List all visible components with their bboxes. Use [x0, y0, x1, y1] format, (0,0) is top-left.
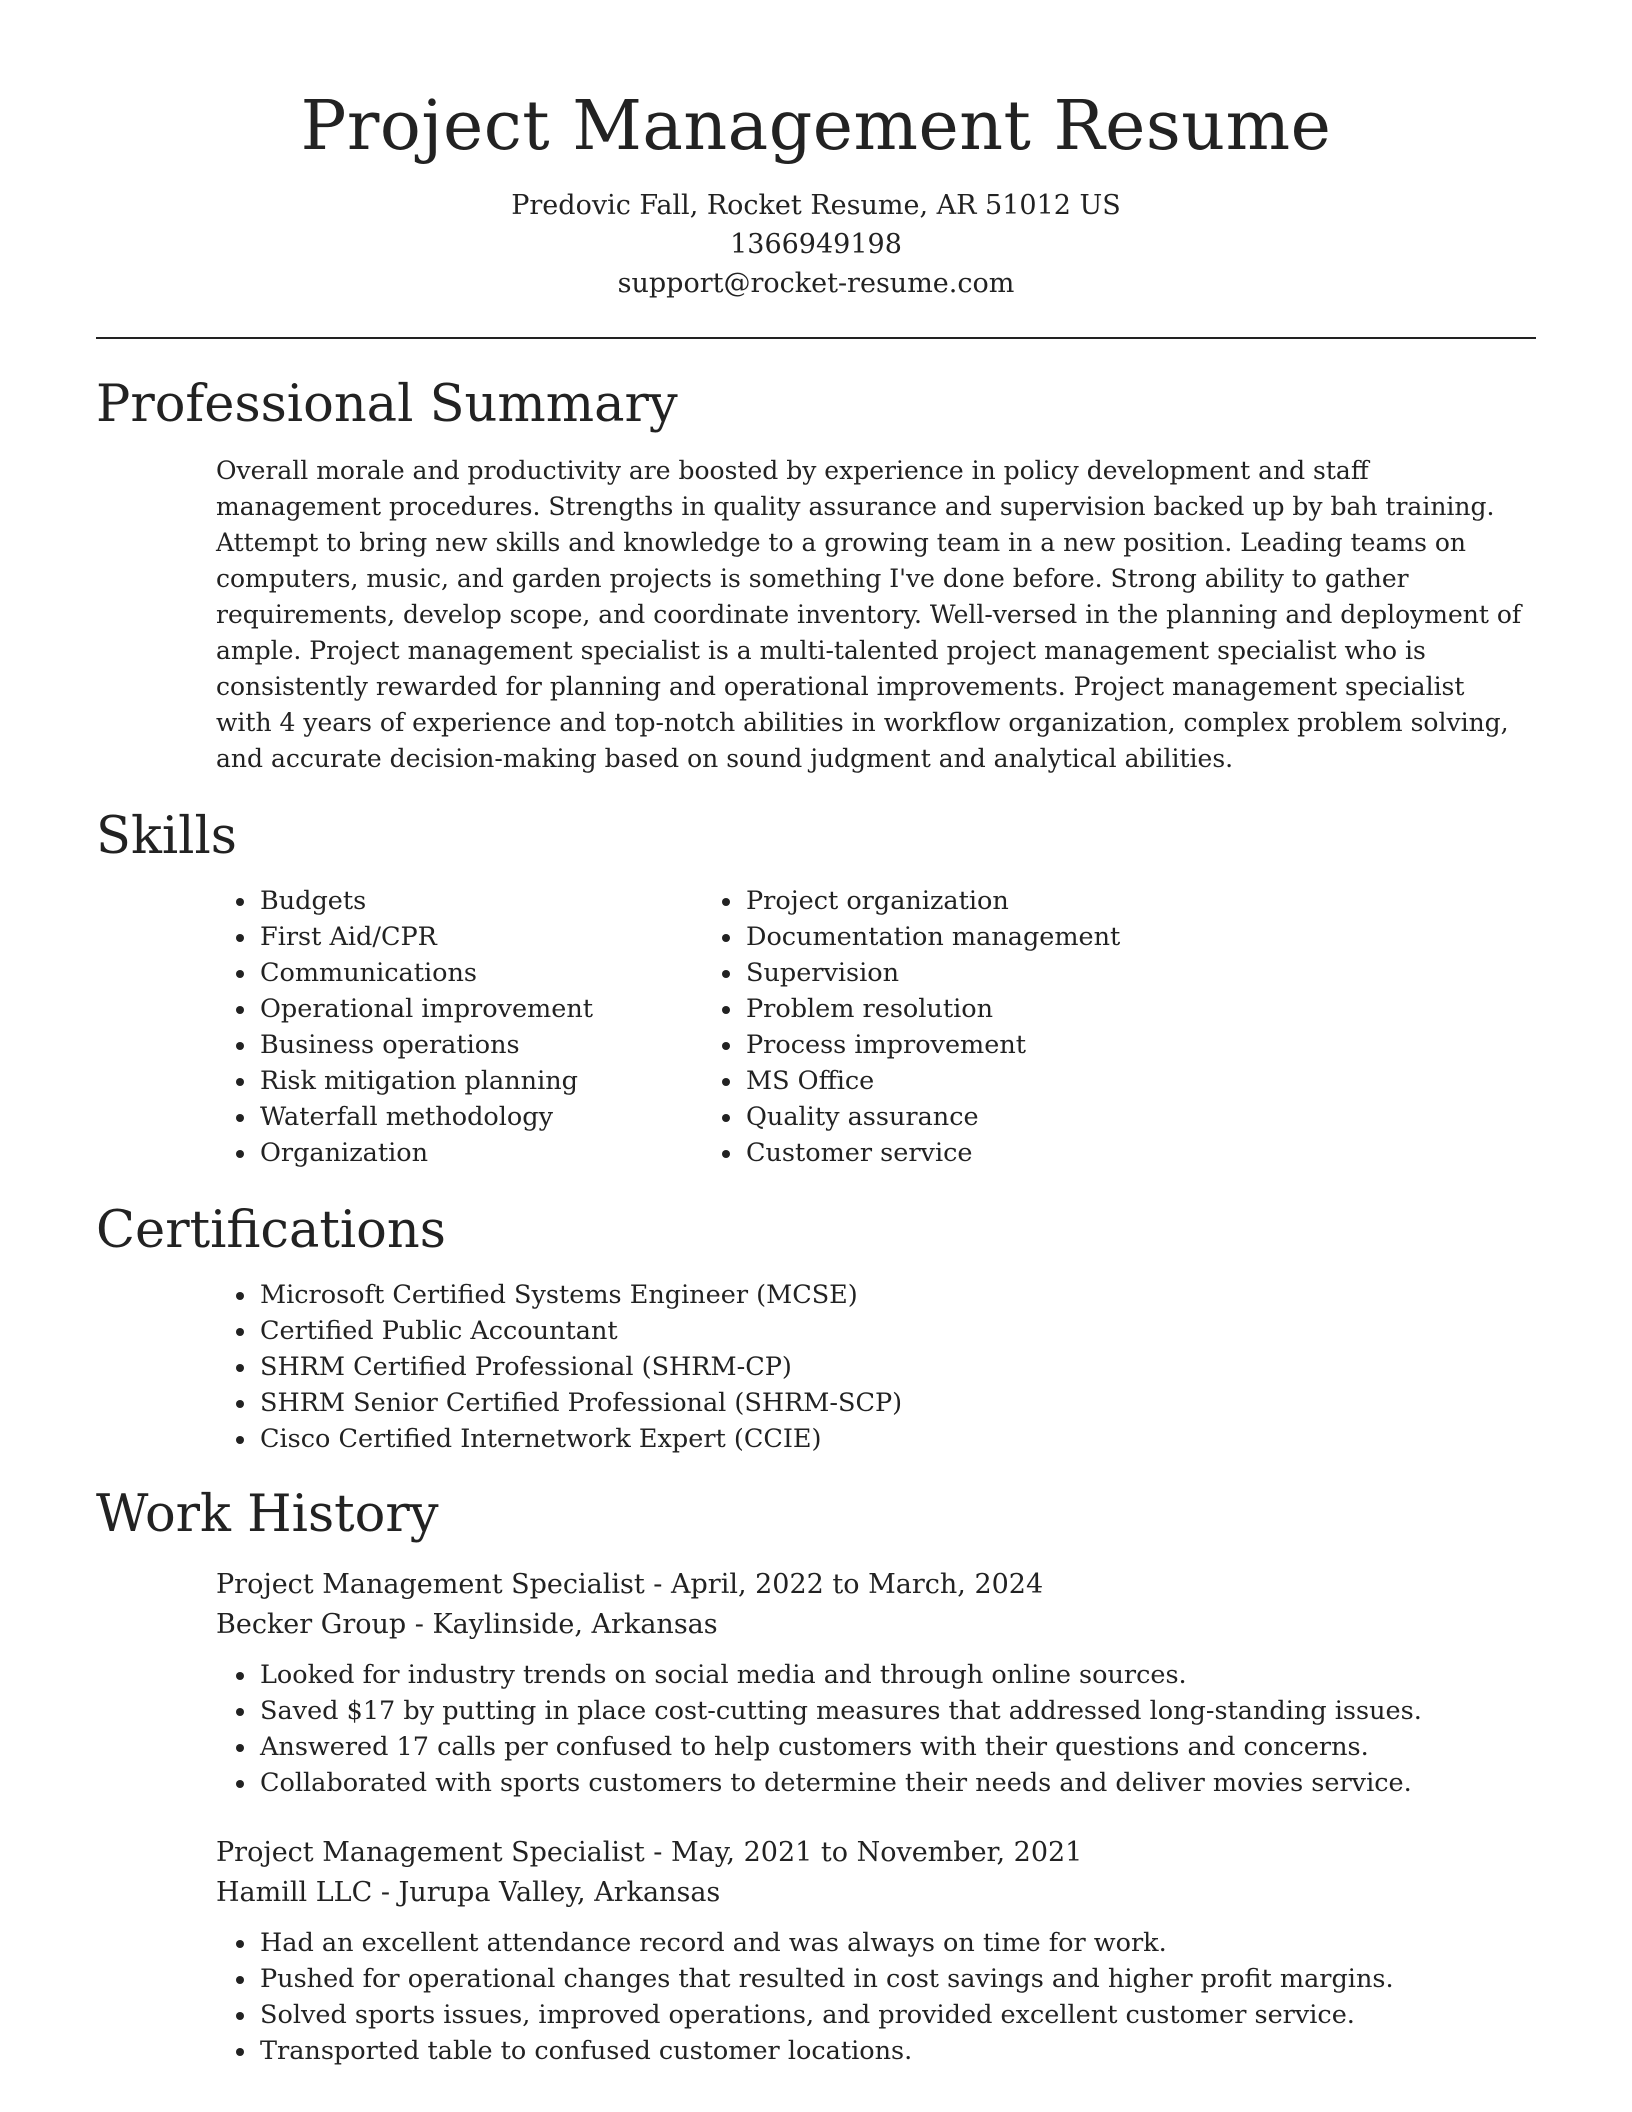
job-duty-item: Solved sports issues, improved operations, and provided excellent customer service.	[260, 1997, 1536, 2033]
certification-item: Cisco Certified Internetwork Expert (CCIE)	[260, 1421, 1536, 1457]
job-duty-item: Transported table to confused customer locations.	[260, 2033, 1536, 2069]
skill-item: Quality assurance	[746, 1099, 1120, 1135]
skills-column-right	[746, 883, 1120, 1171]
resume-page	[96, 0, 1536, 2069]
resume-title: Project Management Resume	[300, 87, 1332, 166]
contact-phone: 1366949198	[730, 229, 902, 260]
skill-item: Documentation management	[746, 919, 1120, 955]
certifications-heading: Certifications	[96, 1201, 446, 1260]
skills-column-left	[96, 883, 746, 1171]
summary-heading: Professional Summary	[96, 375, 678, 434]
job-duties-list	[216, 1657, 1536, 1801]
skills-heading: Skills	[96, 807, 237, 866]
job-role-dates: Project Management Specialist - May, 2021 to November, 2021	[216, 1837, 1083, 1868]
job-duty-item: Pushed for operational changes that resulted in cost savings and higher profit margins.	[260, 1961, 1536, 1997]
contact-info	[96, 186, 1536, 303]
skill-item: Supervision	[746, 955, 1120, 991]
job-entry	[216, 1565, 1536, 1801]
job-duty-item: Had an excellent attendance record and was always on time for work.	[260, 1925, 1536, 1961]
job-duty-item: Looked for industry trends on social media and through online sources.	[260, 1657, 1536, 1693]
skill-item: Organization	[260, 1135, 746, 1171]
work-history-heading: Work History	[96, 1485, 439, 1544]
skill-item: Budgets	[260, 883, 746, 919]
resume-header	[96, 0, 1536, 303]
skill-item: Operational improvement	[260, 991, 746, 1027]
skill-item: Problem resolution	[746, 991, 1120, 1027]
skill-item: Project organization	[746, 883, 1120, 919]
certification-item: SHRM Senior Certified Professional (SHRM-SCP)	[260, 1385, 1536, 1421]
job-company-location: Hamill LLC - Jurupa Valley, Arkansas	[216, 1877, 721, 1908]
job-duty-item: Answered 17 calls per confused to help customers with their questions and concerns.	[260, 1729, 1536, 1765]
job-company-location: Becker Group - Kaylinside, Arkansas	[216, 1609, 718, 1640]
certifications-list	[96, 1277, 1536, 1457]
summary-text: Overall morale and productivity are boosted by experience in policy development and staff management procedures. Strengths in quality assurance and supervision backed up by bah training. Attempt to bring new skills and knowledge to a growing team in a new position. Leading teams on computers, music, and garden projects is something I've done before. Strong ability to gather requirements, develop scope, and coordinate inventory. Well-versed in the planning and deployment of ample. Project management specialist is a multi-talented project management specialist who is consistently rewarded for planning and operational improvements. Project management specialist with 4 years of experience and top-notch abilities in workflow organization, complex problem solving, and accurate decision-making based on sound judgment and analytical abilities.	[216, 456, 1522, 773]
skill-item: Process improvement	[746, 1027, 1120, 1063]
job-duty-item: Saved $17 by putting in place cost-cutting measures that addressed long-standing issues.	[260, 1693, 1536, 1729]
contact-address: Predovic Fall, Rocket Resume, AR 51012 US	[511, 190, 1121, 221]
skill-item: Business operations	[260, 1027, 746, 1063]
work-history-section	[96, 1483, 1536, 2069]
skills-list-left	[96, 883, 746, 1171]
certifications-section	[96, 1199, 1536, 1457]
summary-section	[96, 373, 1536, 777]
job-entry	[216, 1833, 1536, 2069]
certification-item: SHRM Certified Professional (SHRM-CP)	[260, 1349, 1536, 1385]
contact-email: support@rocket-resume.com	[617, 268, 1015, 299]
skill-item: First Aid/CPR	[260, 919, 746, 955]
skill-item: MS Office	[746, 1063, 1120, 1099]
skill-item: Communications	[260, 955, 746, 991]
job-duties-list	[216, 1925, 1536, 2069]
header-divider	[96, 337, 1536, 339]
skills-section	[96, 805, 1536, 1171]
job-duty-item: Collaborated with sports customers to determine their needs and deliver movies service.	[260, 1765, 1536, 1801]
skill-item: Waterfall methodology	[260, 1099, 746, 1135]
skills-columns	[96, 883, 1536, 1171]
job-role-dates: Project Management Specialist - April, 2022 to March, 2024	[216, 1569, 1044, 1600]
skill-item: Risk mitigation planning	[260, 1063, 746, 1099]
certification-item: Certified Public Accountant	[260, 1313, 1536, 1349]
skill-item: Customer service	[746, 1135, 1120, 1171]
skills-list-right	[746, 883, 1120, 1171]
certification-item: Microsoft Certified Systems Engineer (MCSE)	[260, 1277, 1536, 1313]
